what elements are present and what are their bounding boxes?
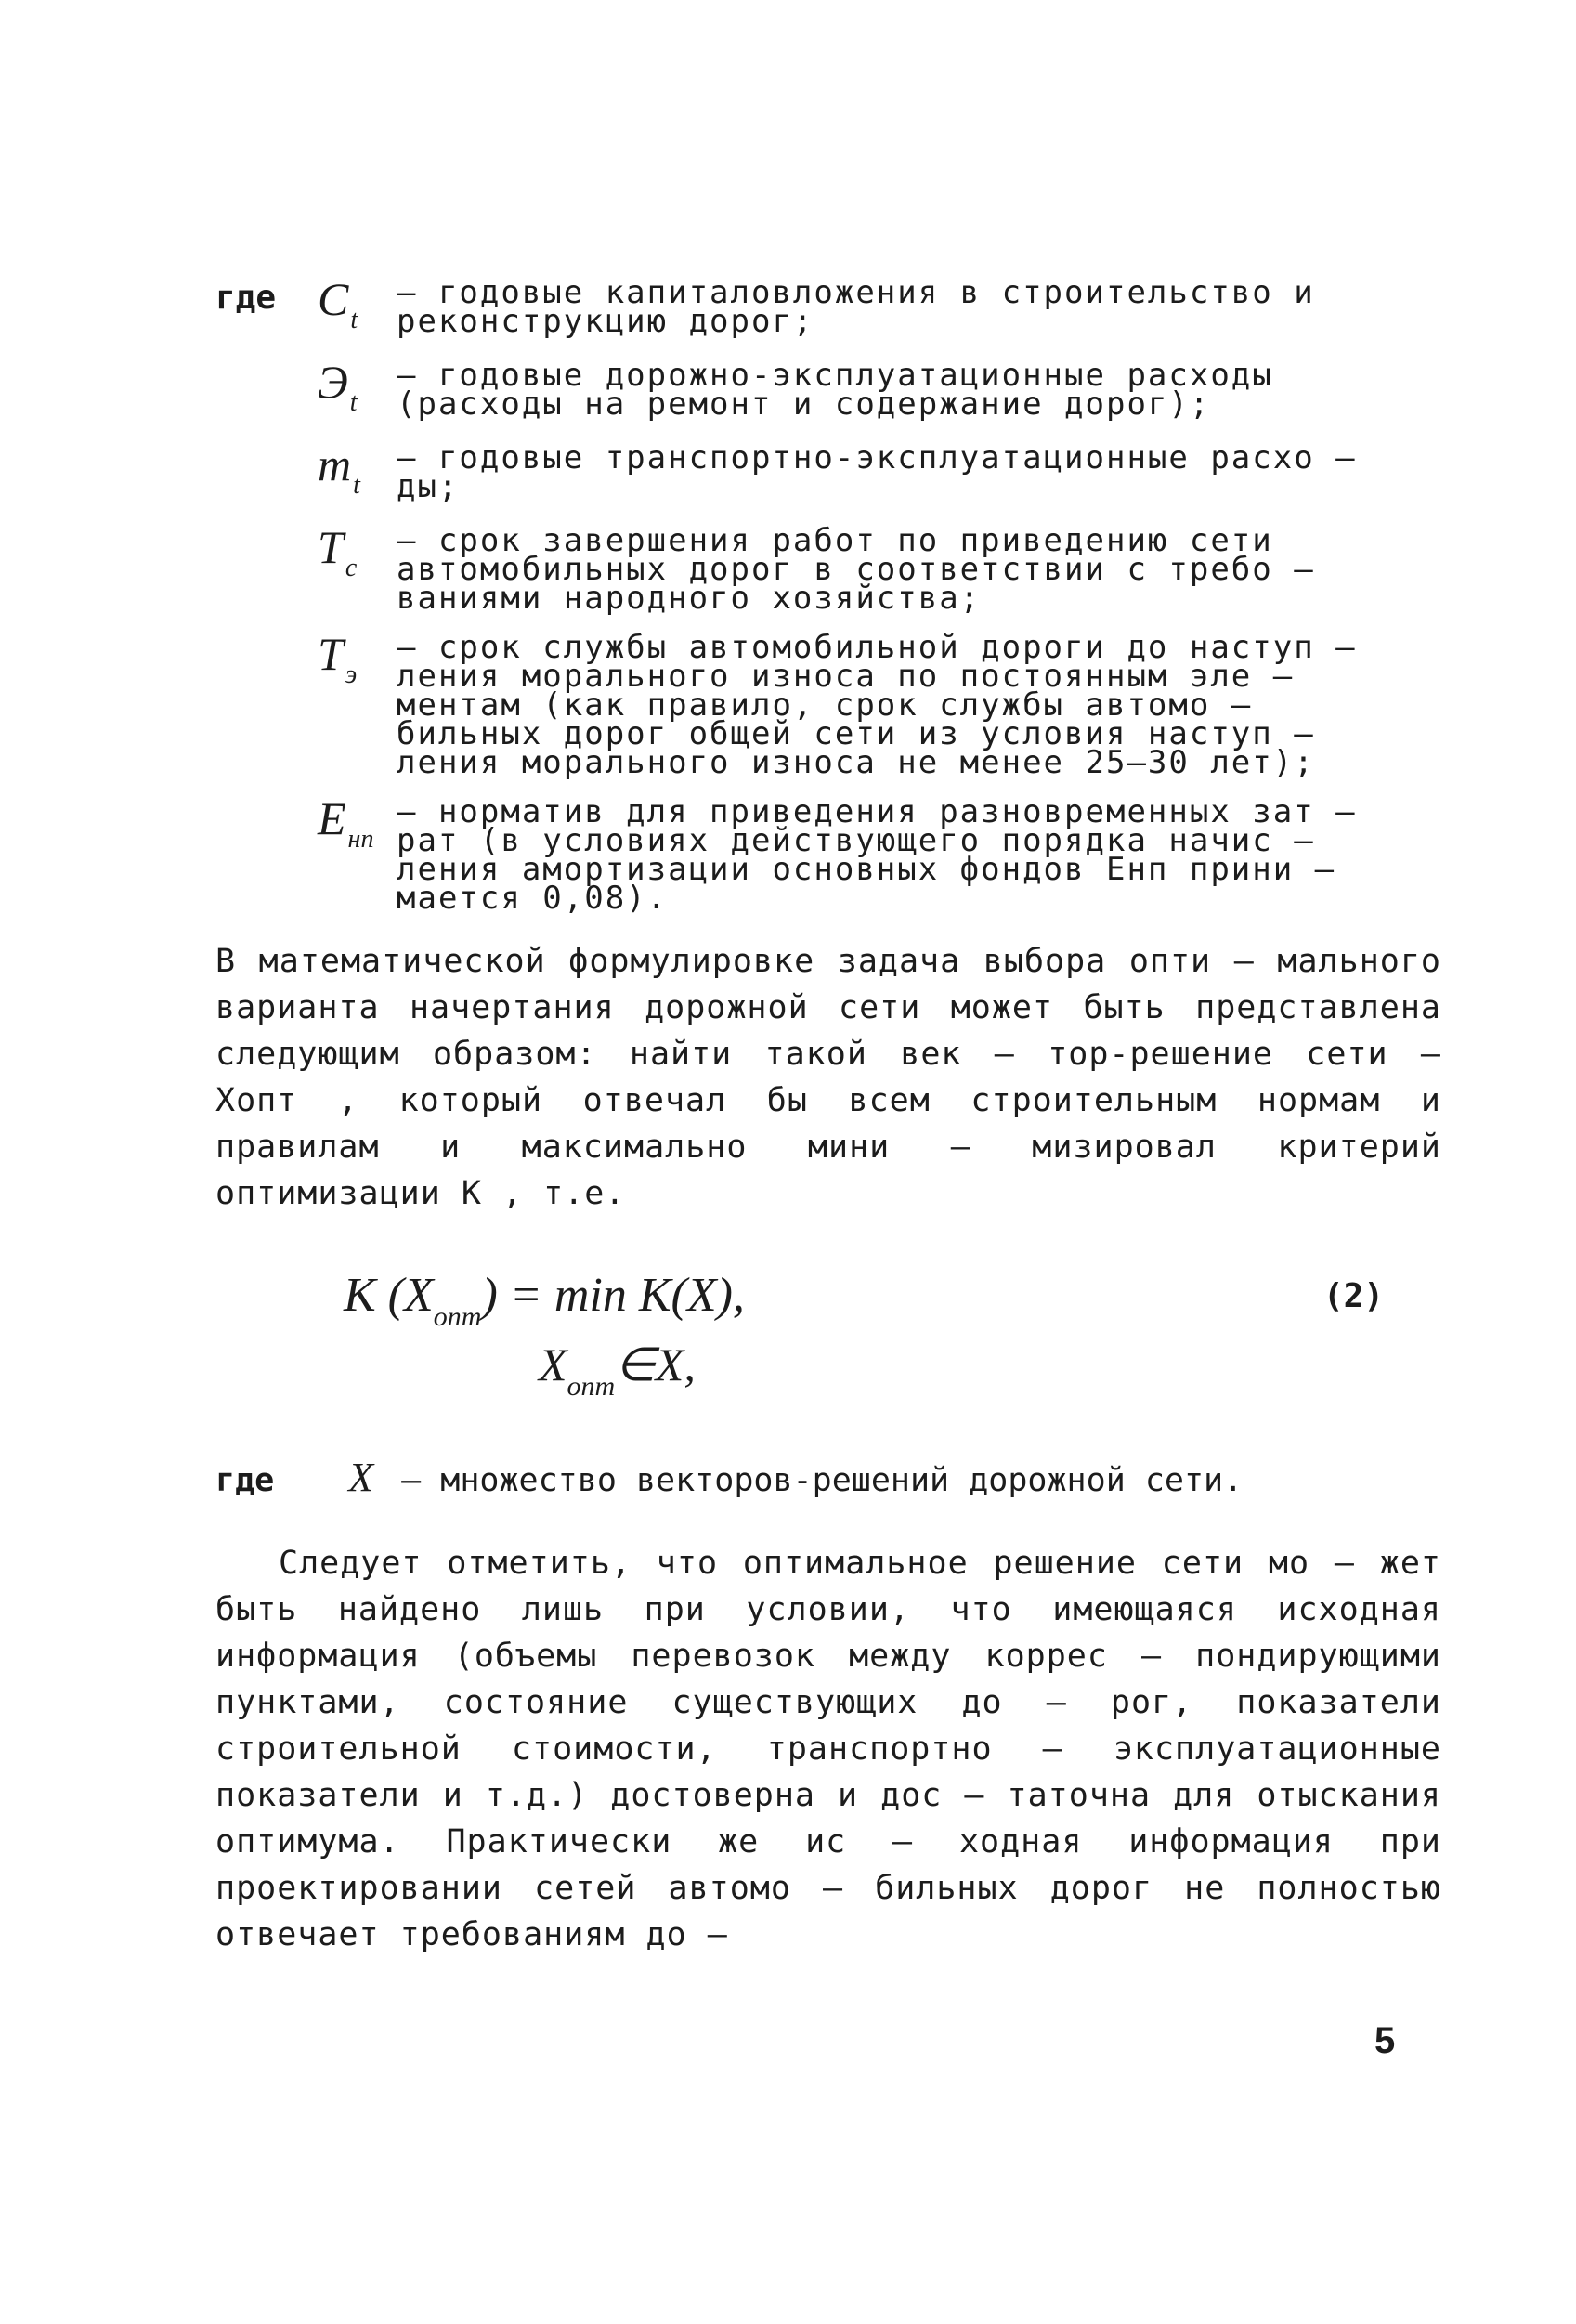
definition-item [215,628,1451,781]
definition-symbol: $m_t$ [318,438,360,500]
definition-item [215,438,1451,506]
paragraph-problem-statement: В математической формулировке задача выбора опти – мального варианта начертания дорожной сети может быть представлена следующим образом: найти такой век – тор-решение сети – Xопт , который отвечал бы всем строительным нормам и правилам и максимально мини – мизировал критерий оптимизации K , т.е. [215,943,1441,1212]
where-label: где [215,279,277,317]
set-symbol: X [348,1455,374,1500]
definitions-list [215,273,1451,934]
where-definition-x [215,1454,1451,1501]
page-number: 5 [1374,2020,1396,2061]
definition-text: – годовые дорожно-эксплуатационные расходы (расходы на ремонт и содержание дорог); [397,357,1273,423]
where-text: – множество векторов-решений дорожной сети. [401,1462,1244,1499]
definition-text: – годовые транспортно-эксплуатационные расхо – ды; [397,439,1357,505]
definition-text: – годовые капиталовложения в строительство и реконструкцию дорог; [397,274,1315,340]
definition-text: – срок службы автомобильной дороги до наступ – ления морального износа по постоянным эле – ментам (как правило, срок службы автомо – бильных дорог общей сети из условия наступ – ления морального износа не менее 25–30 лет); [397,629,1357,781]
paragraph-information-note: Следует отметить, что оптимальное решение сети мо – жет быть найдено лишь при условии, что имеющаяся исходная информация (объемы перевозок между коррес – пондирующими пунктами, состояние существующих до – рог, показатели строительной стоимости, транспортно – эксплуатационные показатели и т.д.) достоверна и дос – таточна для отыскания оптимума. Практически же ис – ходная информация при проектировании сетей автомо – бильных дорог не полностью отвечает требованиям до – [215,1545,1441,1953]
formula-2 [344,1268,1449,1407]
definition-text: – срок завершения работ по приведению сети автомобильных дорог в соответствии с требо – ваниями народного хозяйства; [397,522,1315,617]
formula-number: (2) [1322,1277,1384,1315]
definition-symbol: $Э_t$ [318,356,358,417]
definition-symbol: $C_t$ [318,273,358,334]
formula-main-line: K $(X_{опт}) = \min K(X)$, [344,1269,745,1332]
definition-item [215,273,1451,341]
definition-symbol: $T_c$ [318,521,358,582]
definition-item [215,521,1451,617]
definition-text: – норматив для приведения разновременных зат – рат (в условиях действующего порядка начис – ления амортизации основных фондов Eнп прини – мается 0,08). [397,793,1357,917]
definition-item [215,356,1451,424]
definition-item [215,792,1451,917]
where-label: где [215,1462,275,1499]
formula-constraint: $X_{опт}\in X$, [539,1338,696,1402]
definition-symbol: $E_{нп}$ [318,792,374,854]
definition-symbol: $T_э$ [318,628,358,689]
